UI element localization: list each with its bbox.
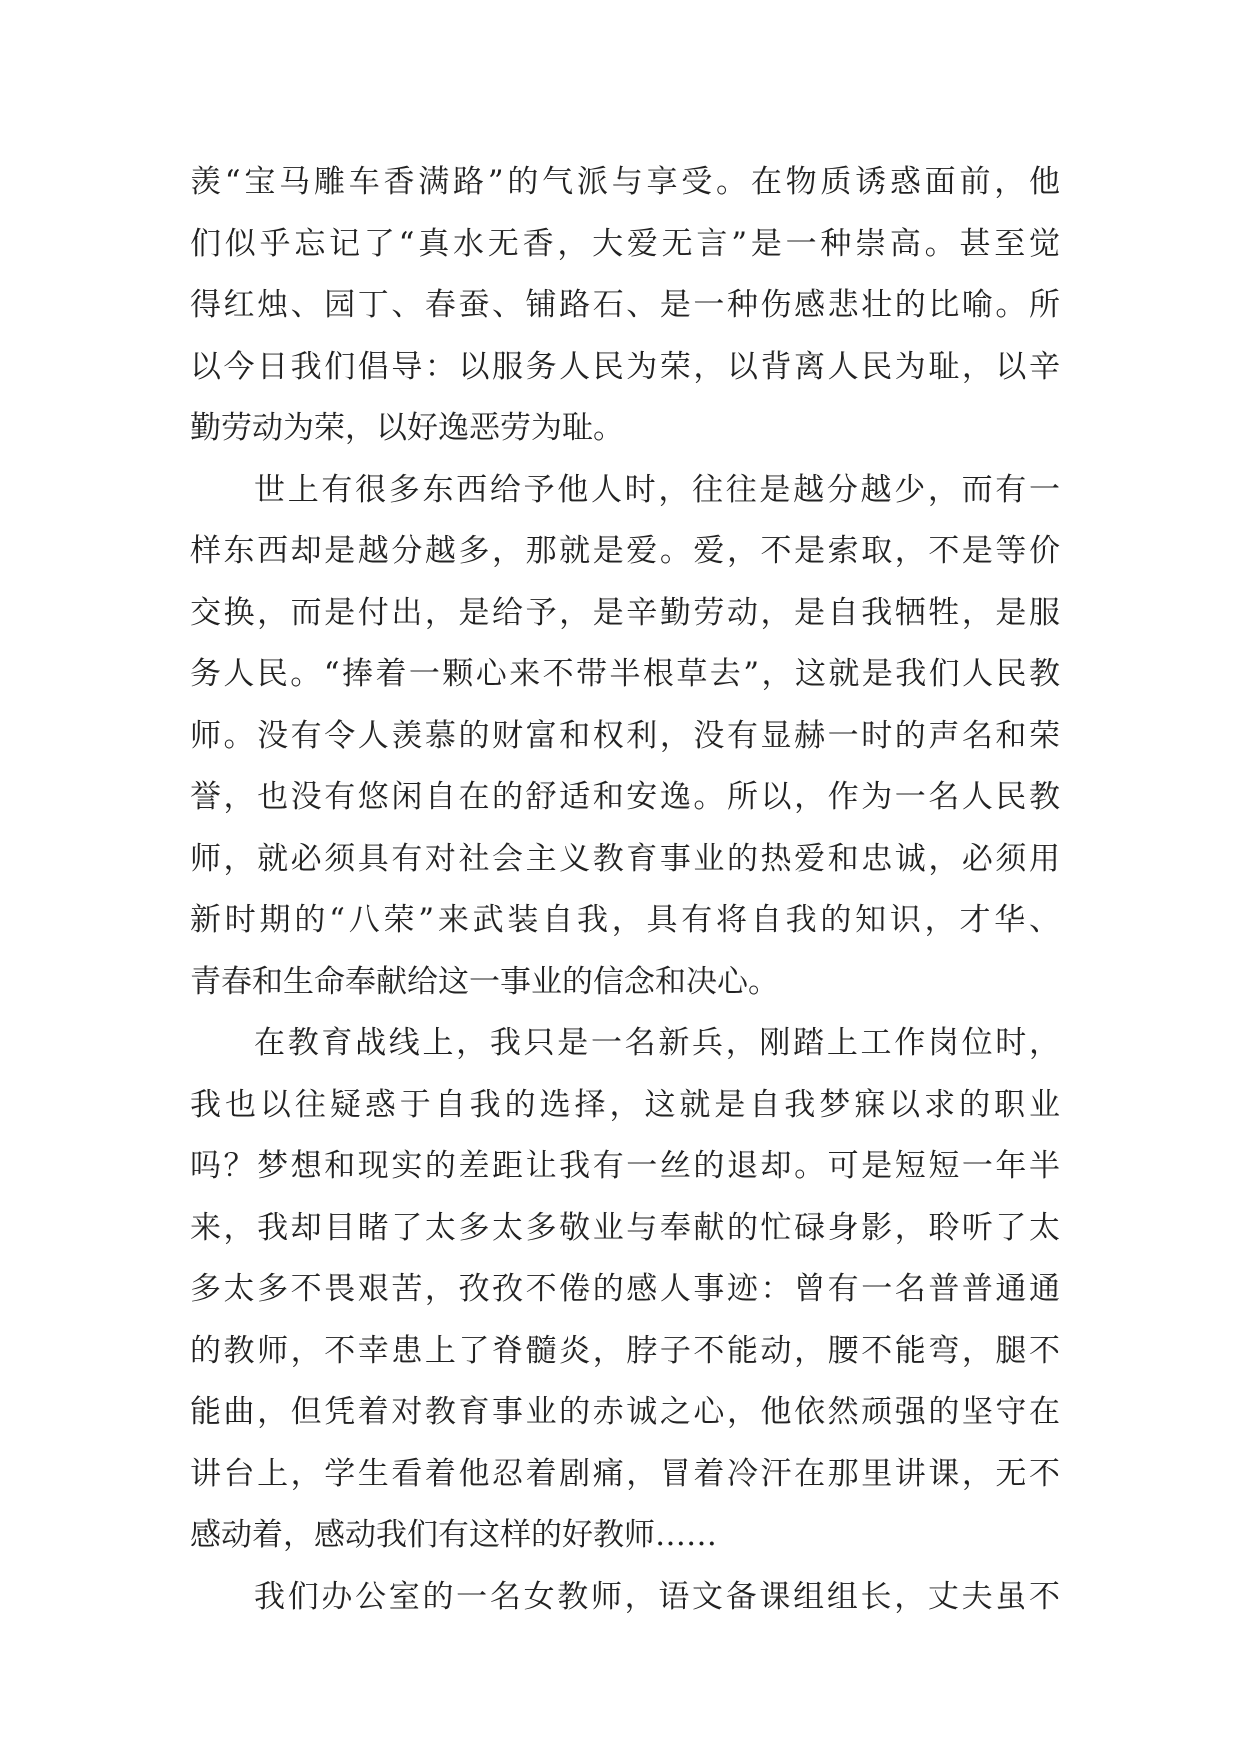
paragraph-first-line: 在教育战线上，我只是一名新兵，刚踏上工作岗位时， (254, 1025, 1060, 1061)
paragraph-first-line: 我们办公室的一名女教师，语文备课组组长，丈夫虽不 (254, 1578, 1060, 1615)
text-line: 来，我却目睹了太多太多敬业与奉献的忙碌身影，聆听了太 (190, 1209, 1060, 1246)
text-line: 以今日我们倡导：以服务人民为荣，以背离人民为耻，以辛 (190, 348, 1060, 385)
text-line: 们似乎忘记了“真水无香，大爱无言”是一种崇高。甚至觉 (190, 225, 1060, 262)
text-line: 样东西却是越分越多，那就是爱。爱，不是索取，不是等价 (190, 533, 1060, 569)
text-line: 的教师，不幸患上了脊髓炎，脖子不能动，腰不能弯，腿不 (190, 1332, 1060, 1369)
text-line: 师。没有令人羡慕的财富和权利，没有显赫一时的声名和荣 (190, 717, 1060, 754)
text-line: 多太多不畏艰苦，孜孜不倦的感人事迹：曾有一名普普通通 (190, 1271, 1060, 1307)
text-line: 新时期的“八荣”来武装自我，具有将自我的知识，才华、 (190, 902, 1060, 938)
text-line: 青春和生命奉献给这一事业的信念和决心。 (190, 963, 779, 1000)
text-line: 讲台上，学生看着他忍着剧痛，冒着冷汗在那里讲课，无不 (190, 1455, 1060, 1492)
text-line: 得红烛、园丁、春蚕、铺路石、是一种伤感悲壮的比喻。所 (190, 287, 1060, 323)
text-line: 誉，也没有悠闲自在的舒适和安逸。所以，作为一名人民教 (190, 779, 1060, 815)
text-line: 吗？梦想和现实的差距让我有一丝的退却。可是短短一年半 (190, 1148, 1060, 1184)
text-line: 务人民。“捧着一颗心来不带半根草去”，这就是我们人民教 (190, 656, 1060, 692)
paragraph-first-line: 世上有很多东西给予他人时，往往是越分越少，而有一 (254, 471, 1060, 508)
text-line: 羡“宝马雕车香满路”的气派与享受。在物质诱惑面前，他 (190, 164, 1060, 200)
text-line: 感动着，感动我们有这样的好教师…… (190, 1517, 717, 1553)
text-line: 我也以往疑惑于自我的选择，这就是自我梦寐以求的职业 (190, 1086, 1060, 1123)
body-text (190, 152, 1060, 1628)
text-line: 师，就必须具有对社会主义教育事业的热爱和忠诚，必须用 (190, 840, 1060, 877)
text-line: 勤劳动为荣，以好逸恶劳为耻。 (190, 410, 624, 446)
text-line: 能曲，但凭着对教育事业的赤诚之心，他依然顽强的坚守在 (190, 1394, 1060, 1430)
text-line: 交换，而是付出，是给予，是辛勤劳动，是自我牺牲，是服 (190, 594, 1060, 631)
